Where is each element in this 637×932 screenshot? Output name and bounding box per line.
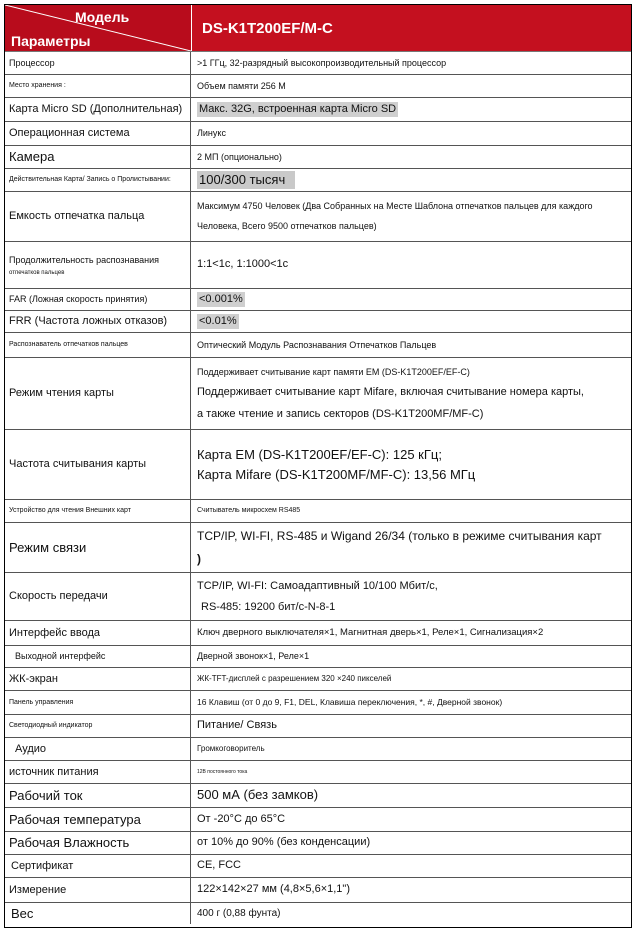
row-label: Частота считывания карты <box>5 430 191 499</box>
row-value: Ключ дверного выключателя×1, Магнитная дверь×1, Реле×1, Сигнализация×2 <box>197 627 544 639</box>
row-label-cell <box>5 242 191 288</box>
row-value: 12В постоянного тока <box>197 768 248 775</box>
row-label: Устройство для чтения Внешних карт <box>5 500 191 522</box>
row-panel <box>5 690 631 714</box>
row-label: Вес <box>5 903 191 924</box>
row-weight <box>5 902 631 924</box>
row-value: 122×142×27 мм (4,8×5,6×1,1") <box>197 883 350 896</box>
row-value: Оптический Модуль Распознавания Отпечатков Пальцев <box>197 339 437 350</box>
row-label: Панель управления <box>5 691 191 714</box>
model-header-label: Модель <box>75 9 130 25</box>
row-value: >1 ГГц, 32-разрядный высокопроизводительный процессор <box>197 57 447 68</box>
row-cert <box>5 854 631 877</box>
row-value: Линукс <box>197 128 226 139</box>
row-value: 1:1<1c, 1:1000<1c <box>197 258 289 271</box>
row-far <box>5 288 631 310</box>
model-value: DS-K1T200EF/M-C <box>202 19 333 37</box>
header-diagonal-cell <box>5 5 192 51</box>
spec-table <box>4 4 632 928</box>
row-input-if <box>5 620 631 645</box>
row-value-line1: Поддерживает считывание карт памяти EM (DS-K1T200EF/EF-C) <box>197 366 470 377</box>
row-speed <box>5 572 631 620</box>
row-label: Действительная Карта/ Запись о Пролистывании: <box>5 169 191 191</box>
row-value: от 10% до 90% (без конденсации) <box>197 836 371 849</box>
row-frr <box>5 310 631 332</box>
row-label: Измерение <box>5 878 191 902</box>
row-storage <box>5 74 631 97</box>
row-label: Светодиодный индикатор <box>5 715 191 737</box>
row-fp-capacity <box>5 191 631 241</box>
row-valid-card <box>5 168 631 191</box>
row-value: <0.01% <box>197 314 239 329</box>
row-current <box>5 783 631 807</box>
row-os <box>5 121 631 145</box>
row-label: Карта Micro SD (Дополнительная) <box>5 98 191 121</box>
row-lcd <box>5 667 631 690</box>
row-label-cont: отпечатков пальцев <box>9 269 65 276</box>
row-fp-reader <box>5 332 631 357</box>
row-ext-reader <box>5 499 631 522</box>
row-value: 2 МП (опционально) <box>197 151 282 162</box>
row-label: Аудио <box>5 738 191 760</box>
row-value: Максимум 4750 Человек (Два Собранных на Месте Шаблона отпечатков пальцев для каждого Человека, Всего 9500 отпечатков пальцев) <box>197 200 593 231</box>
spec-rows <box>5 51 631 924</box>
row-value: От -20°C до 65°C <box>197 812 286 825</box>
row-label: Камера <box>5 146 191 168</box>
table-header <box>5 5 631 51</box>
row-label: Рабочая температура <box>5 808 191 831</box>
row-value-line2: Поддерживает считывание карт Mifare, включая считывание номера карты, <box>197 385 584 398</box>
row-led <box>5 714 631 737</box>
row-label: FAR (Ложная скорость принятия) <box>5 289 191 310</box>
row-label: Рабочий ток <box>5 784 191 807</box>
row-value: CE, FCC <box>197 859 241 872</box>
row-label: Скорость передачи <box>5 573 191 620</box>
row-microsd <box>5 97 631 121</box>
row-temp <box>5 807 631 831</box>
row-card-freq <box>5 429 631 499</box>
row-label: Сертификат <box>5 855 191 877</box>
row-label: Продолжительность распознавания <box>9 254 160 265</box>
row-processor <box>5 51 631 74</box>
row-label: Режим связи <box>5 523 191 572</box>
row-label: FRR (Частота ложных отказов) <box>5 311 191 332</box>
row-audio <box>5 737 631 760</box>
row-value: <0.001% <box>197 292 245 307</box>
row-value: 400 г (0,88 фунта) <box>197 907 281 919</box>
row-label: Распознаватель отпечатков пальцев <box>5 333 191 357</box>
params-header-label: Параметры <box>11 33 91 49</box>
row-card-mode <box>5 357 631 429</box>
row-value-line2: RS-485: 19200 бит/с-N-8-1 <box>201 600 336 613</box>
row-label: Операционная система <box>5 122 191 145</box>
row-value: Макс. 32G, встроенная карта Micro SD <box>197 102 398 117</box>
model-value-cell <box>192 5 631 51</box>
row-output-if <box>5 645 631 667</box>
row-label: Процессор <box>5 52 191 74</box>
row-label: Выходной интерфейс <box>5 646 191 667</box>
row-value: Питание/ Связь <box>197 719 277 732</box>
row-label: источник питания <box>5 761 191 783</box>
row-value: Объем памяти 256 М <box>197 80 286 91</box>
row-value: 16 Клавиш (от 0 до 9, F1, DEL, Клавиша переключения, *, #, Дверной звонок) <box>197 696 503 707</box>
row-value: Считыватель микросхем RS485 <box>197 507 301 515</box>
row-value: ЖК-TFT-дисплей с разрешением 320 ×240 пикселей <box>197 674 392 684</box>
row-value-line1: Карта EM (DS-K1T200EF/EF-C): 125 кГц; <box>197 447 442 462</box>
row-value-line2: Карта Mifare (DS-K1T200MF/MF-C): 13,56 МГц <box>197 466 476 482</box>
row-value: 100/300 тысяч <box>197 171 295 189</box>
row-value: Дверной звонок×1, Реле×1 <box>197 651 310 662</box>
row-label: Место хранения : <box>5 75 191 97</box>
row-value-line3: а также чтение и запись секторов (DS-K1T200MF/MF-C) <box>197 407 484 420</box>
row-label: ЖК-экран <box>5 668 191 690</box>
row-power <box>5 760 631 783</box>
row-humidity <box>5 831 631 854</box>
row-value-line1: TCP/IP, WI-FI: Самоадаптивный 10/100 Мбит/с, <box>197 579 438 592</box>
row-value: Громкоговоритель <box>197 744 265 754</box>
row-fp-duration <box>5 241 631 288</box>
row-value-line2: ) <box>197 551 201 566</box>
row-value: 500 мА (без замков) <box>197 787 319 803</box>
row-label: Интерфейс ввода <box>5 621 191 645</box>
row-label: Режим чтения карты <box>5 358 191 429</box>
row-camera <box>5 145 631 168</box>
row-comm-mode <box>5 522 631 572</box>
row-dims <box>5 877 631 902</box>
row-value-line1: TCP/IP, WI-FI, RS-485 и Wigand 26/34 (только в режиме считывания карт <box>197 528 602 543</box>
row-label: Емкость отпечатка пальца <box>5 192 191 241</box>
row-label: Рабочая Влажность <box>5 832 191 854</box>
